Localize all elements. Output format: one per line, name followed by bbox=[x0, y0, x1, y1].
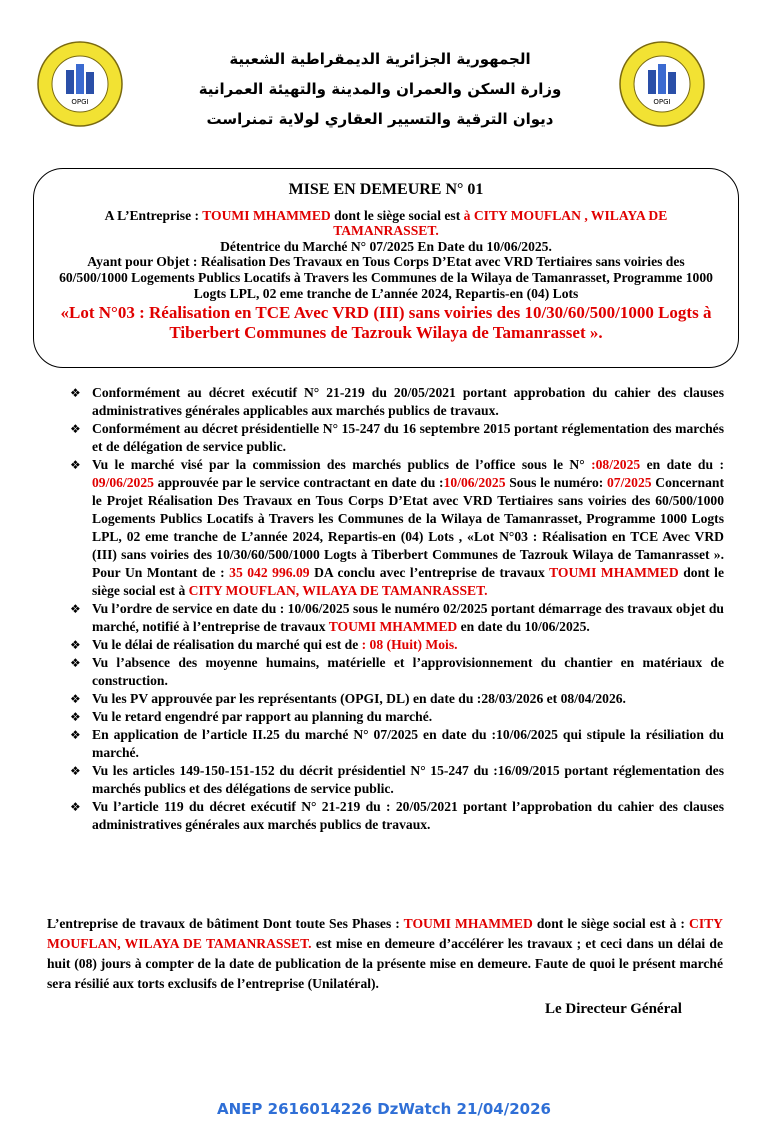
bullet-icon: ❖ bbox=[70, 692, 81, 706]
considerations-list bbox=[70, 384, 724, 834]
list-item bbox=[70, 726, 724, 762]
notice-object: Ayant pour Objet : Réalisation Des Travaux en Tous Corps D’Etat avec VRD Tertiaires sans voiries des 60/500/1000 Logements Publics Locatifs à Travers les Communes de la Wilaya de Tamanrasset, Programme 1000 Logts LPL, 02 eme tranche de L’année 2024, Repartis-en (04) Lots bbox=[59, 254, 713, 301]
item-text: en date du : bbox=[640, 457, 724, 472]
arabic-header bbox=[140, 44, 620, 134]
company-address: CITY MOUFLAN, WILAYA DE TAMANRASSET. bbox=[188, 583, 488, 598]
bullet-icon: ❖ bbox=[70, 656, 81, 670]
list-item bbox=[70, 456, 724, 600]
item-text: Vu le délai de réalisation du marché qui est de bbox=[92, 637, 362, 652]
list-item bbox=[70, 762, 724, 798]
market-amount: 35 042 996.09 bbox=[229, 565, 310, 580]
market-number: 07/2025 bbox=[607, 475, 652, 490]
opgi-logo-icon bbox=[618, 40, 706, 128]
list-item bbox=[70, 654, 724, 690]
list-item bbox=[70, 636, 724, 654]
header-line-ministry: وزارة السكن والعمران والمدينة والتهيئة العمرانية bbox=[198, 80, 562, 98]
signature: Le Directeur Général bbox=[545, 1001, 682, 1017]
approval-date: 10/06/2025 bbox=[443, 475, 506, 490]
logo-left-text: OPGI bbox=[71, 98, 89, 106]
item-text: Vu le marché visé par la commission des marchés publics de l’office sous le N° bbox=[92, 457, 592, 472]
company-address: CITY MOUFLAN, WILAYA DE TAMANRASSET. bbox=[47, 916, 723, 951]
bullet-icon: ❖ bbox=[70, 422, 81, 436]
header-line-office: ديوان الترقية والتسيير العقاري لولاية تمنراست bbox=[206, 110, 554, 128]
company-name: TOUMI MHAMMED bbox=[403, 916, 533, 931]
addressee-prefix: A L’Entreprise : bbox=[104, 207, 203, 223]
list-item bbox=[70, 690, 724, 708]
item-text: Vu l’ordre de service en date du : 10/06/2025 sous le numéro 02/2025 portant démarrage des travaux objet du marché, notifié à l’entreprise de travaux bbox=[92, 601, 724, 634]
company-name: TOUMI MHAMMED bbox=[202, 207, 331, 223]
bullet-icon: ❖ bbox=[70, 710, 81, 724]
item-text: Concernant le Projet Réalisation Des Travaux en Tous Corps D’Etat avec VRD Tertiaires sans voiries des 60/500/1000 Logements Publics Locatifs à Travers les Communes de la Wilaya de Tamanrasset, Programme 1000 Logts LPL, 02 eme tranche de L’année 2024, Repartis-en (04) Lots , «Lot N°03 : Réalisation en TCE Avec VRD (III) sans voiries des 10/30/60/500/1000 Logts à Tiberbert Communes de Tazrouk Wilaya de Tamanrasset ». Pour Un Montant de : bbox=[92, 475, 724, 580]
company-name: TOUMI MHAMMED bbox=[328, 619, 458, 634]
notice-title: MISE EN DEMEURE N° 01 bbox=[288, 181, 484, 198]
bullet-icon: ❖ bbox=[70, 728, 81, 742]
item-text: Sous le numéro: bbox=[505, 475, 607, 490]
item-text: Vu le retard engendré par rapport au planning du marché. bbox=[92, 709, 433, 724]
notice-addressee bbox=[34, 208, 738, 239]
visa-date: 09/06/2025 bbox=[92, 475, 154, 490]
list-item bbox=[70, 384, 724, 420]
item-text: Vu les PV approuvée par les représentants (OPGI, DL) en date du :28/03/2026 et 08/04/2026. bbox=[92, 691, 626, 706]
list-item bbox=[70, 420, 724, 456]
closing-text: est mise en demeure d’accélérer les travaux ; et ceci dans un délai de huit (08) jours à compter de la date de publication de la présente mise en demeure. Faute de quoi le présent marché sera résilié aux torts exclusifs de l’entreprise (Unilatéral). bbox=[47, 936, 723, 991]
item-text: Vu l’article 119 du décret exécutif N° 21-219 du : 20/05/2021 portant l’approbation du cahier des clauses administratives générales aux marchés publics de travaux. bbox=[92, 799, 724, 832]
logo-right-text: OPGI bbox=[653, 98, 671, 106]
item-text: Conformément au décret présidentielle N° 15-247 du 16 septembre 2015 portant réglementation des marchés et de délégation de service public. bbox=[92, 421, 724, 454]
notice-lot: «Lot N°03 : Réalisation en TCE Avec VRD (III) sans voiries des 10/30/60/500/1000 Logts à Tiberbert Communes de Tazrouk Wilaya de Tamanrasset ». bbox=[60, 303, 712, 343]
closing-paragraph bbox=[47, 914, 723, 994]
item-text: en date du 10/06/2025. bbox=[457, 619, 590, 634]
list-item bbox=[70, 708, 724, 726]
list-item bbox=[70, 600, 724, 636]
bullet-icon: ❖ bbox=[70, 458, 81, 472]
company-address: à CITY MOUFLAN , WILAYA DE TAMANRASSET. bbox=[333, 207, 668, 239]
addressee-mid: dont le siège social est bbox=[330, 207, 464, 223]
notice-market: Détentrice du Marché N° 07/2025 En Date du 10/06/2025. bbox=[220, 238, 552, 254]
bullet-icon: ❖ bbox=[70, 638, 81, 652]
bullet-icon: ❖ bbox=[70, 764, 81, 778]
bullet-icon: ❖ bbox=[70, 386, 81, 400]
item-text: dont le siège social est à bbox=[92, 565, 724, 598]
closing-text: dont le siège social est à : bbox=[532, 916, 689, 931]
opgi-logo-icon bbox=[36, 40, 124, 128]
realisation-delay: : 08 (Huit) Mois. bbox=[361, 637, 458, 652]
item-text: Vu l’absence des moyenne humains, matérielle et l’approvisionnement du chantier en matériaux de construction. bbox=[92, 655, 724, 688]
closing-text: L’entreprise de travaux de bâtiment Dont toute Ses Phases : bbox=[47, 916, 404, 931]
company-name: TOUMI MHAMMED bbox=[549, 565, 679, 580]
item-text: approuvée par le service contractant en date du : bbox=[153, 475, 444, 490]
item-text: En application de l’article II.25 du marché N° 07/2025 en date du :10/06/2025 qui stipule la résiliation du marché. bbox=[92, 727, 724, 760]
visa-number: :08/2025 bbox=[591, 457, 641, 472]
item-text: Conformément au décret exécutif N° 21-219 du 20/05/2021 portant approbation du cahier des clauses administratives générales applicables aux marchés publics de travaux. bbox=[92, 385, 724, 418]
notice-box bbox=[33, 168, 739, 368]
bullet-icon: ❖ bbox=[70, 602, 81, 616]
list-item bbox=[70, 798, 724, 834]
footer-reference: ANEP 2616014226 DzWatch 21/04/2026 bbox=[217, 1100, 551, 1118]
bullet-icon: ❖ bbox=[70, 800, 81, 814]
header-line-republic: الجمهورية الجزائرية الديمقراطية الشعبية bbox=[229, 50, 531, 68]
item-text: Vu les articles 149-150-151-152 du décrit présidentiel N° 15-247 du :16/09/2015 portant réglementation des marchés publics et des délégations de service public. bbox=[92, 763, 724, 796]
item-text: DA conclu avec l’entreprise de travaux bbox=[309, 565, 550, 580]
